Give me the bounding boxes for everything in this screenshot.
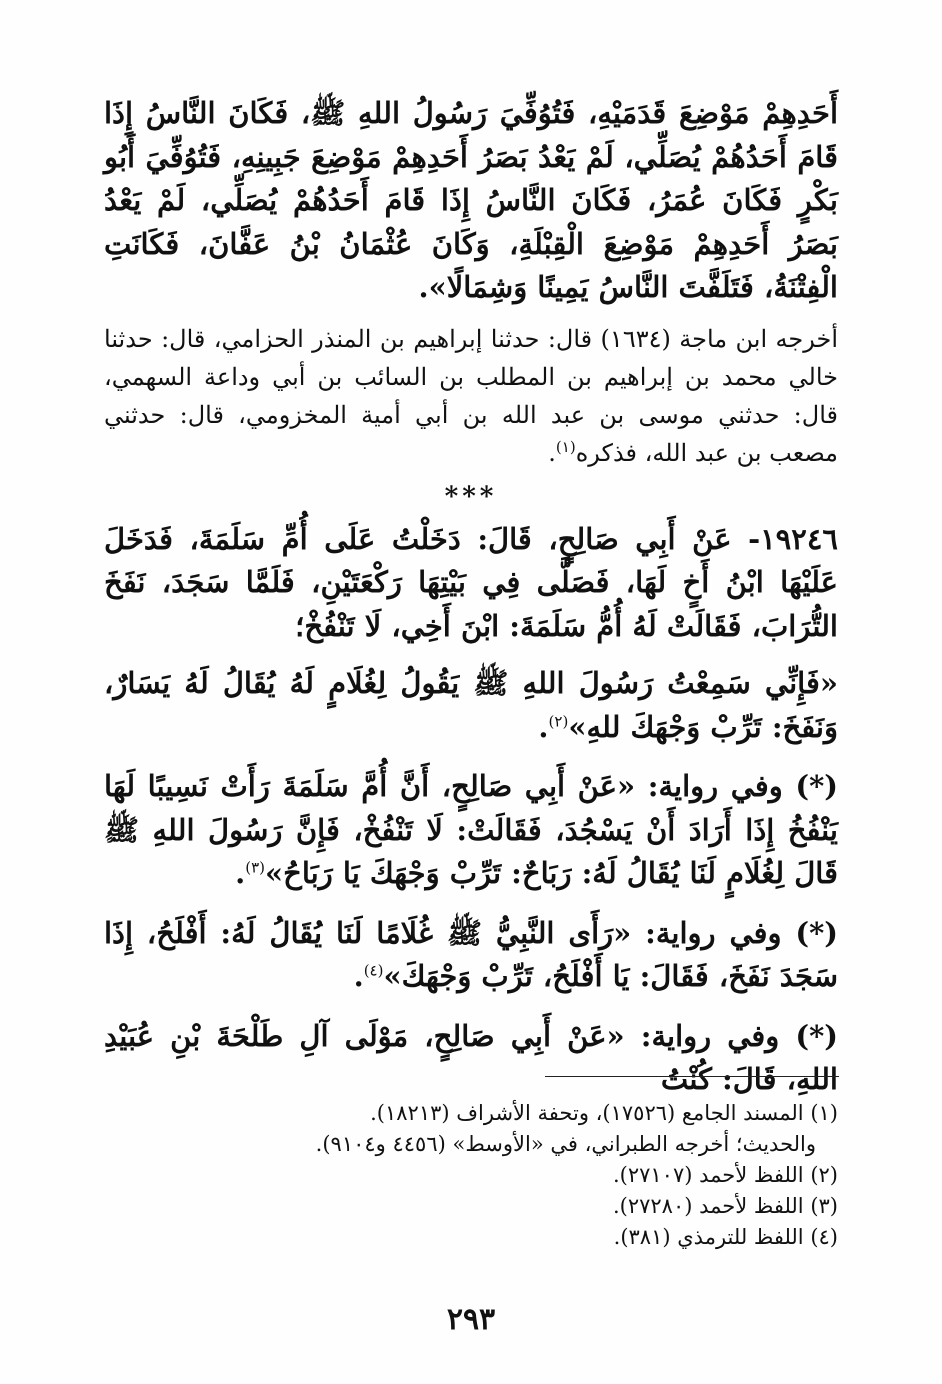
footnote-ref-2: (٢) bbox=[548, 711, 569, 730]
takhrij-end: . bbox=[548, 438, 556, 467]
section-separator: *** bbox=[444, 481, 498, 512]
takhrij-text: أخرجه ابن ماجة (١٦٣٤) قال: حدثنا إبراهيم بن المنذر الحزامي، قال: حدثنا خالي محمد بن إبراهيم بن المطلب بن السائب بن أبي وداعة السهمي، قال: حدثني موسى بن عبد الله بن أبي أمية المخزومي، قال: حدثني مصعب بن عبد الله، فذكره bbox=[104, 324, 839, 467]
riwaya-1-text: (*) وفي رواية: «عَنْ أَبِي صَالِحٍ، أَنَّ أُمَّ سَلَمَةَ رَأَتْ نَسِيبًا لَهَا يَنْفُخُ إِذَا أَرَادَ أَنْ يَسْجُدَ، فَقَالَتْ: لَا تَنْفُخْ، فَإِنَّ رَسُولَ اللهِ ﷺ قَالَ لِغُلَامٍ لَنَا يُقَالُ لَهُ: رَبَاحٌ: تَرِّبْ وَجْهَكَ يَا رَبَاحُ» bbox=[104, 769, 838, 890]
footnote-ref-3: (٣) bbox=[245, 858, 265, 877]
footnote-4: (٤) اللفظ للترمذي (٣٨١). bbox=[613, 1225, 838, 1249]
hadith-continuation-text: أَحَدِهِمْ مَوْضِعَ قَدَمَيْهِ، فَتُوُفِّيَ رَسُولُ اللهِ ﷺ، فَكَانَ النَّاسُ إِذَا قَامَ أَحَدُهُمْ يُصَلِّي، لَمْ يَعْدُ بَصَرُ أَحَدِهِمْ مَوْضِعَ جَبِينِهِ، فَتُوُفِّيَ أَبُو بَكْرٍ فَكَانَ عُمَرُ، فَكَانَ النَّاسُ إِذَا قَامَ أَحَدُهُمْ يُصَلِّي، لَمْ يَعْدُ بَصَرُ أَحَدِهِمْ مَوْضِعَ الْقِبْلَةِ، وَكَانَ عُثْمَانُ بْنُ عَفَّانَ، فَكَانَتِ الْفِتْنَةُ، فَتَلَفَّتَ النَّاسُ يَمِينًا وَشِمَالًا». bbox=[104, 96, 838, 304]
footnote-1: (١) المسند الجامع (١٧٥٢٦)، وتحفة الأشراف (١٨٢١٣). bbox=[370, 1101, 838, 1125]
takhrij-paragraph bbox=[104, 320, 838, 472]
riwaya-2-paragraph bbox=[104, 912, 838, 999]
riwaya-1-paragraph bbox=[104, 765, 838, 896]
footnotes-section bbox=[280, 1098, 838, 1253]
hadith-19246-paragraph bbox=[104, 518, 838, 649]
riwaya-3-paragraph bbox=[104, 1015, 838, 1102]
footnote-3: (٣) اللفظ لأحمد (٢٧٢٨٠). bbox=[612, 1194, 838, 1218]
riwaya-1-end: . bbox=[235, 856, 246, 890]
hadith-quote-paragraph bbox=[104, 662, 838, 749]
footnote-ref-1: (١) bbox=[555, 437, 576, 456]
riwaya-3-text: (*) وفي رواية: «عَنْ أَبِي صَالِحٍ، مَوْلَى آلِ طَلْحَةَ بْنِ عُبَيْدِ اللهِ، قَالَ: كُنْتُ bbox=[104, 1018, 838, 1096]
footnote-2: (٢) اللفظ لأحمد (٢٧١٠٧). bbox=[612, 1163, 838, 1187]
riwaya-2-end: . bbox=[353, 959, 364, 993]
hadith-quote-end: . bbox=[538, 709, 549, 744]
main-text bbox=[104, 92, 838, 1102]
page-number: ٢٩٣ bbox=[446, 1302, 496, 1337]
footnote-1-continuation: والحديث؛ أخرجه الطبراني، في «الأوسط» (٤٤٥٦ و٩١٠٤). bbox=[315, 1132, 816, 1156]
riwaya-2-text: (*) وفي رواية: «رَأَى النَّبِيُّ ﷺ غُلَامًا لَنَا يُقَالُ لَهُ: أَفْلَحُ، إِذَا سَجَدَ نَفَخَ، فَقَالَ: يَا أَفْلَحُ، تَرِّبْ وَجْهَكَ» bbox=[104, 915, 838, 993]
hadith-continuation-paragraph bbox=[104, 92, 838, 310]
hadith-quote-text: «فَإِنِّي سَمِعْتُ رَسُولَ اللهِ ﷺ يَقُولُ لِغُلَامٍ لَهُ يُقَالُ لَهُ يَسَارٌ، وَنَفَخَ: تَرِّبْ وَجْهَكَ للهِ» bbox=[104, 666, 838, 744]
hadith-19246-text: ١٩٢٤٦- عَنْ أَبِي صَالِحٍ، قَالَ: دَخَلْتُ عَلَى أُمِّ سَلَمَةَ، فَدَخَلَ عَلَيْهَا ابْنُ أَخٍ لَهَا، فَصَلَّى فِي بَيْتِهَا رَكْعَتَيْنِ، فَلَمَّا سَجَدَ، نَفَخَ التُّرَابَ، فَقَالَتْ لَهُ أُمُّ سَلَمَةَ: ابْنَ أَخِي، لَا تَنْفُخْ؛ bbox=[104, 521, 838, 643]
footnote-divider bbox=[545, 1076, 839, 1077]
footnote-ref-4: (٤) bbox=[363, 961, 384, 980]
